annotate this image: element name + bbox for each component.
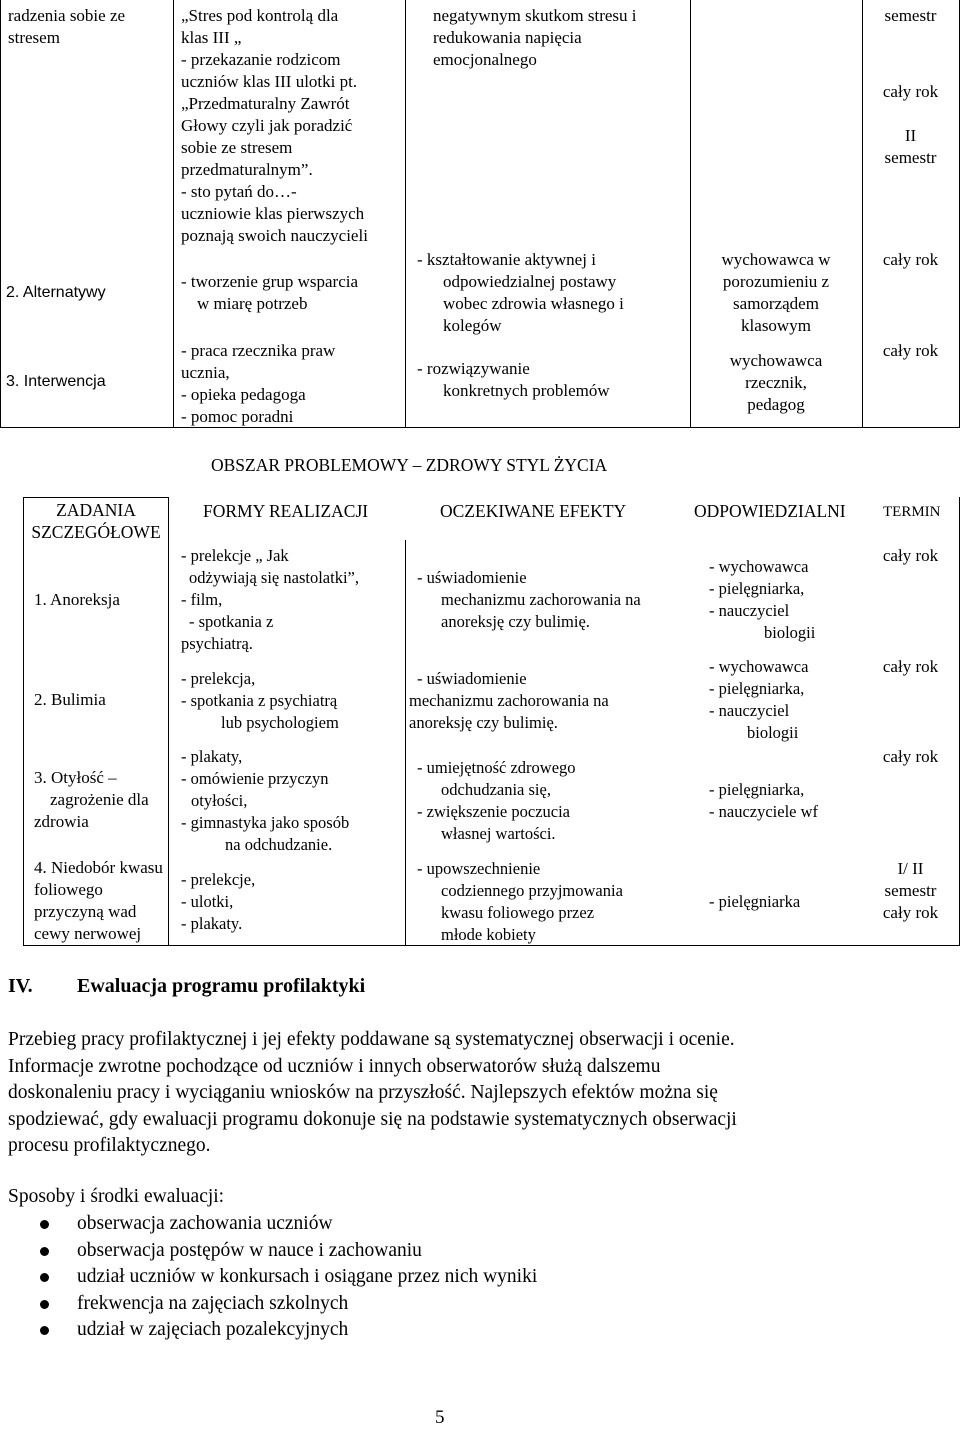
forms-row-3: - plakaty, - omówienie przyczyn otyłości, - gimnastyka jako sposób na odchudzanie. (181, 747, 350, 854)
section-heading: OBSZAR PROBLEMOWY – ZDROWY STYL ŻYCIA (211, 455, 608, 475)
term-cell-c: cały rok (882, 341, 939, 360)
effects-cell-b: - kształtowanie aktywnej i odpowiedzialnej postawy wobec zdrowia własnego i kolegów (417, 250, 624, 335)
header-responsible: ODPOWIEDZIALNI (694, 501, 846, 521)
task-alternatywy: 2. Alternatywy (6, 284, 106, 301)
effects-row-3: - umiejętność zdrowego odchudzania się, - zwiększenie poczucia własnej wartości. (417, 758, 576, 843)
task-anoreksja: 1. Anoreksja (34, 590, 120, 609)
list-item: udział w zajęciach pozalekcyjnych (40, 1317, 537, 1344)
responsible-cell-c: wychowawca rzecznik, pedagog (729, 351, 823, 414)
forms-cell-a: „Stres pod kontrolą dla klas III „ - przekazanie rodzicom uczniów klas III ulotki pt. „Przedmaturalny Zawrót Głowy czyli jak poradzić sobie ze stresem przedmaturalnym”. - sto pytań do…- uczniowie klas pierwszych poznają swoich nauczycieli (181, 6, 368, 245)
task-interwencja: 3. Interwencja (6, 373, 106, 390)
section-title: Ewaluacja programu profilaktyki (77, 975, 366, 997)
page-number: 5 (435, 1407, 445, 1428)
task-niedobor: 4. Niedobór kwasu foliowego przyczyną wad cewy nerwowej (34, 858, 163, 943)
task-otylosc: 3. Otyłość – zagrożenie dla zdrowia (34, 768, 149, 831)
term-row-2: cały rok (882, 657, 939, 676)
responsible-cell-b: wychowawca w porozumieniu z samorządem klasowym (721, 250, 831, 335)
forms-row-4: - prelekcje, - ulotki, - plakaty. (181, 870, 256, 933)
section-number: IV. (8, 975, 33, 997)
header-effects: OCZEKIWANE EFEKTY (440, 501, 627, 521)
term-cell-b: cały rok (882, 250, 939, 269)
responsible-row-4: - pielęgniarka (709, 892, 801, 911)
task-bulimia: 2. Bulimia (34, 690, 106, 709)
header-forms: FORMY REALIZACJI (203, 501, 369, 521)
term-row-3: cały rok (882, 747, 939, 766)
effects-row-1: - uświadomienie mechanizmu zachorowania na anoreksję czy bulimię. (417, 568, 641, 631)
forms-row-1: - prelekcje „ Jak odżywiają się nastolatki”, - film, - spotkania z psychiatrą. (181, 546, 359, 653)
effects-cell-c: - rozwiązywanie konkretnych problemów (417, 359, 610, 400)
term-row-4: I/ II semestr cały rok (882, 859, 939, 922)
responsible-row-3: - pielęgniarka, - nauczyciele wf (709, 780, 819, 821)
methods-heading: Sposoby i środki ewaluacji: (8, 1186, 225, 1207)
methods-list (40, 1211, 537, 1344)
effects-row-2: - uświadomienie mechanizmu zachorowania na anoreksję czy bulimię. (409, 669, 609, 732)
forms-cell-b: - tworzenie grup wsparcia w miarę potrzeb (181, 272, 359, 313)
list-item: obserwacja postępów w nauce i zachowaniu (40, 1238, 537, 1265)
goals-cell: radzenia sobie ze stresem (8, 6, 126, 47)
evaluation-paragraph: Przebieg pracy profilaktycznej i jej efekty poddawane są systematycznej obserwacji i ocenie. Informacje zwrotne pochodzące od uczniów i innych obserwatorów służą dalszemu doskonaleniu pracy i wyciąganiu wniosków na przyszłość. Najlepszych efektów można się spodziewać, gdy ewaluacji programu dokonuje się na podstawie systematycznych obserwacji procesu profilaktycznego. (8, 1029, 737, 1156)
list-item: frekwencja na zajęciach szkolnych (40, 1291, 537, 1318)
header-term: TERMIN (883, 504, 941, 520)
effects-row-4: - upowszechnienie codziennego przyjmowania kwasu foliowego przez młode kobiety (417, 859, 623, 944)
forms-row-2: - prelekcja, - spotkania z psychiatrą lub psychologiem (181, 669, 339, 732)
term-row-1: cały rok (882, 546, 939, 565)
effects-cell-a: negatywnym skutkom stresu i redukowania napięcia emocjonalnego (433, 6, 637, 69)
term-cell-a: semestr cały rok II semestr (882, 6, 939, 167)
responsible-row-2: - wychowawca - pielęgniarka, - nauczyciel biologii (709, 657, 809, 742)
responsible-row-1: - wychowawca - pielęgniarka, - nauczyciel biologii (709, 557, 816, 642)
header-tasks: ZADANIA SZCZEGÓŁOWE (31, 500, 161, 542)
forms-cell-c: - praca rzecznika praw ucznia, - opieka pedagoga - pomoc poradni (181, 341, 336, 426)
list-item: obserwacja zachowania uczniów (40, 1211, 537, 1238)
list-item: udział uczniów w konkursach i osiągane przez nich wyniki (40, 1264, 537, 1291)
